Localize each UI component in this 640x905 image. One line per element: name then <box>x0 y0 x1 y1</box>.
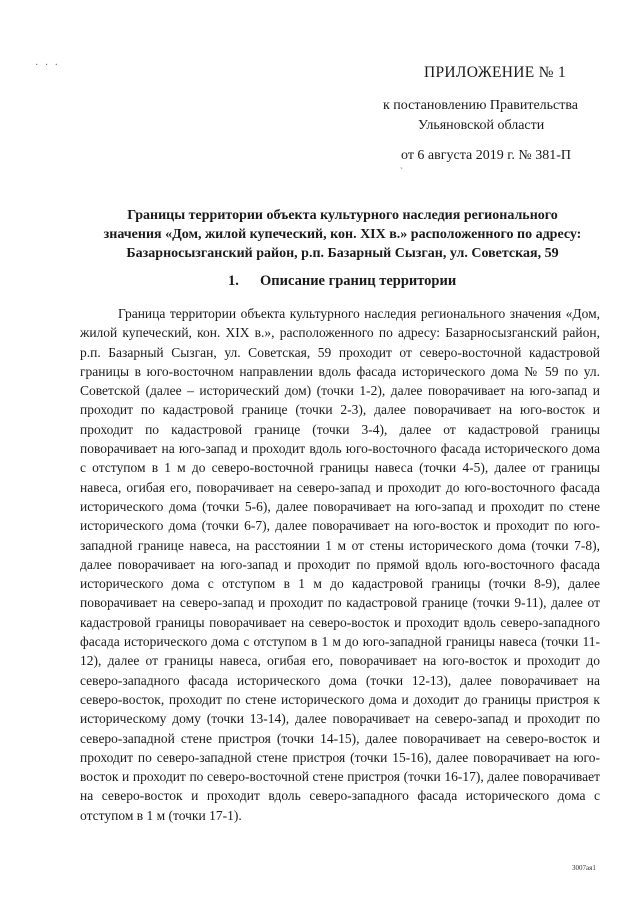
scan-artifacts: · · · <box>35 60 60 71</box>
section-title: Описание границ территории <box>260 273 457 289</box>
document-heading <box>80 206 605 263</box>
heading-line-1: Границы территории объекта культурного наследия регионального <box>127 208 558 223</box>
section-number: 1. <box>228 273 239 289</box>
heading-line-2: значения «Дом, жилой купеческий, кон. XIX в.» расположенного по адресу: <box>103 227 582 242</box>
heading-line-3: Базарносызганский район, р.п. Базарный Сызган, ул. Советская, 59 <box>126 246 559 261</box>
scan-tick-mark: ` <box>400 166 403 176</box>
appendix-decree-line: к постановлению Правительства <box>383 98 579 113</box>
footer-code: 3007ая1 <box>572 864 596 872</box>
appendix-date-line: от 6 августа 2019 г. № 381-П <box>401 148 572 163</box>
appendix-title: ПРИЛОЖЕНИЕ № 1 <box>424 64 567 81</box>
section-heading <box>228 273 456 290</box>
appendix-region-line: Ульяновской области <box>418 118 545 133</box>
body-paragraph: Граница территории объекта культурного наследия регионального значения «Дом, жилой купеческий, кон. XIX в.», расположенного по адресу: Базарносызганский район, р.п. Базарный Сызган, ул. Советская, 59 проходит от северо-восточной кадастровой границы в юго-восточном направлении вдоль фасада исторического дома № 59 по ул. Советской (далее – исторический дом) (точки 1-2), далее поворачивает на юго-запад и проходит по кадастровой границе (точки 2-3), далее поворачивает на юго-восток и проходит по кадастровой границе (точки 3-4), далее от кадастровой границы поворачивает на юго-запад и проходит вдоль юго-восточного фасада исторического дома с отступом в 1 м до северо-восточной границы навеса (точки 4-5), далее от границы навеса, огибая его, поворачивает на северо-запад и проходит до юго-восточного фасада исторического дома (точки 5-6), далее поворачивает на юго-запад и проходит по стене исторического дома (точки 6-7), далее поворачивает на юго-восток и проходит по юго-западной границе навеса, на расстоянии 1 м от стены исторического дома (точки 7-8), далее поворачивает на юго-запад и проходит по прямой вдоль юго-восточного фасада исторического дома с отступом в 1 м до кадастровой границы (точки 8-9), далее поворачивает на северо-запад и проходит по кадастровой границе (точки 9-11), далее от кадастровой границы поворачивает на северо-восток и проходит вдоль северо-западного фасада исторического дома с отступом в 1 м до юго-западной границы навеса (точки 11-12), далее от границы навеса, огибая его, поворачивает на юго-восток и проходит до северо-западного фасада исторического дома (точки 12-13), далее поворачивает на северо-восток, проходит по стене исторического дома и доходит до границы пристроя к историческому дому (точки 13-14), далее поворачивает на северо-запад и проходит по северо-западной стене пристроя (точки 14-15), далее поворачивает на северо-восток и проходит по северо-западной стене пристроя (точки 15-16), далее поворачивает на юго-восток и проходит по северо-восточной стене пристроя (точки 16-17), далее поворачивает на северо-восток и проходит вдоль северо-западного фасада исторического дома с отступом в 1 м (точки 17-1). <box>80 306 600 823</box>
